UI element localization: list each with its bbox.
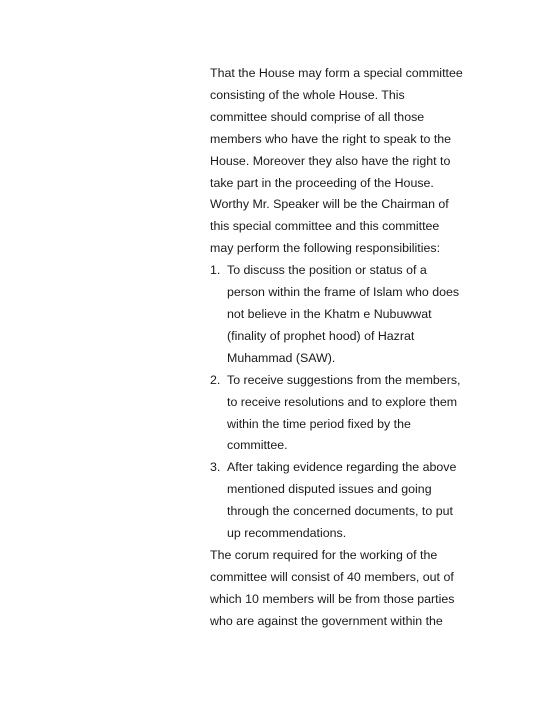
list-item-line: (finality of prophet hood) of Hazrat — [227, 328, 415, 343]
paragraph-line: take part in the proceeding of the House. — [210, 175, 434, 190]
list-item-1 — [210, 260, 480, 370]
paragraph-line: which 10 members will be from those parties — [210, 591, 455, 606]
list-item-text: To receive suggestions from the members, — [227, 372, 461, 387]
paragraph-line: consisting of the whole House. This — [210, 87, 405, 102]
list-item-line: mentioned disputed issues and going — [227, 482, 432, 497]
list-number: 3. — [210, 460, 221, 475]
paragraph-line: may perform the following responsibilities: — [210, 241, 441, 256]
list-number: 2. — [210, 372, 221, 387]
list-item-line: not believe in the Khatm e Nubuwwat — [227, 306, 432, 321]
list-item-text: After taking evidence regarding the above — [227, 460, 457, 475]
list-item-line: person within the frame of Islam who does — [227, 285, 460, 300]
paragraph-line: The corum required for the working of the — [210, 547, 438, 562]
closing-paragraph — [210, 545, 480, 633]
list-item-line: Muhammad (SAW). — [227, 350, 336, 365]
list-item-2 — [210, 370, 480, 458]
list-item-line: up recommendations. — [227, 526, 347, 541]
list-item-first-line — [210, 260, 480, 282]
list-item-line: committee. — [227, 438, 288, 453]
paragraph-line: Worthy Mr. Speaker will be the Chairman of — [210, 197, 449, 212]
list-item-3 — [210, 457, 480, 545]
paragraph-line: committee will consist of 40 members, out of — [210, 569, 454, 584]
list-item-line: within the time period fixed by the — [227, 416, 411, 431]
paragraph-line: House. Moreover they also have the right to — [210, 153, 451, 168]
list-item-first-line — [210, 370, 480, 392]
list-item-line: to receive resolutions and to explore them — [227, 394, 458, 409]
responsibilities-list — [210, 260, 480, 545]
paragraph-line: this special committee and this committee — [210, 219, 440, 234]
paragraph-line: That the House may form a special committee — [210, 66, 463, 80]
list-item-first-line — [210, 457, 480, 479]
body-text — [210, 63, 480, 633]
paragraph-line: committee should comprise of all those — [210, 109, 425, 124]
paragraph-line: who are against the government within the — [210, 613, 443, 628]
list-item-line: through the concerned documents, to put — [227, 504, 453, 519]
intro-paragraph — [210, 63, 480, 260]
list-item-text: To discuss the position or status of a — [227, 263, 427, 278]
paragraph-line: members who have the right to speak to the — [210, 131, 452, 146]
list-number: 1. — [210, 263, 221, 278]
